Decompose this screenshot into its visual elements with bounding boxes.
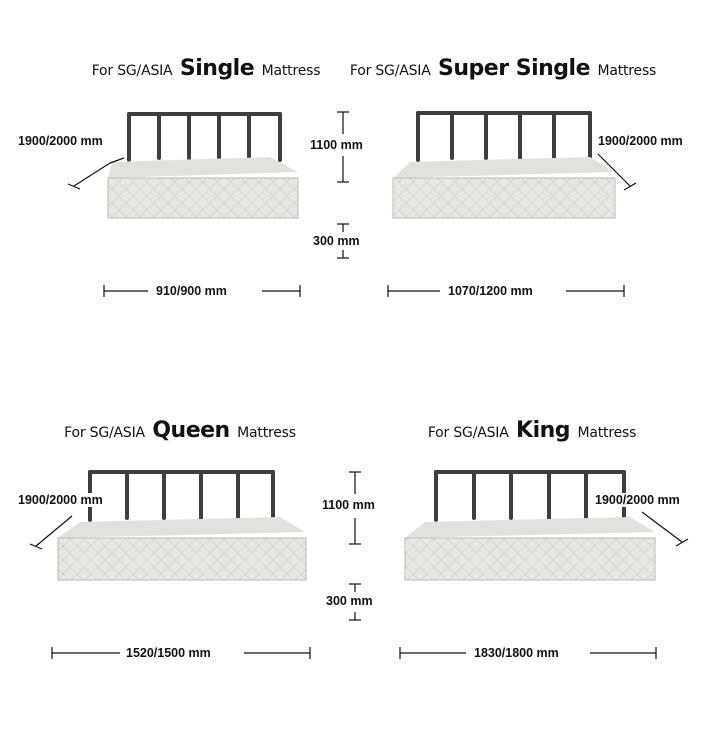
title-suffix: Mattress: [597, 63, 657, 79]
leg-label-bottom: 300 mm: [326, 594, 373, 608]
length-label-super-single: 1900/2000 mm: [598, 134, 683, 148]
title-size: Single: [179, 56, 255, 81]
title-prefix: For SG/ASIA: [427, 425, 509, 441]
width-label-single: 910/900 mm: [156, 284, 227, 298]
panel-title: [323, 56, 683, 81]
length-label-queen: 1900/2000 mm: [18, 493, 103, 507]
title-suffix: Mattress: [577, 425, 637, 441]
title-size: Super Single: [438, 56, 590, 81]
panel-queen: [0, 418, 360, 748]
height-label-top: 1100 mm: [310, 138, 363, 152]
title-suffix: Mattress: [237, 425, 296, 441]
title-prefix: For SG/ASIA: [349, 63, 431, 79]
title-prefix: For SG/ASIA: [64, 425, 145, 441]
title-suffix: Mattress: [261, 63, 321, 79]
panel-super-single: [323, 56, 683, 386]
width-label-super-single: 1070/1200 mm: [448, 284, 533, 298]
width-label-queen: 1520/1500 mm: [126, 646, 211, 660]
leg-label-top: 300 mm: [313, 234, 360, 248]
panel-title: [0, 418, 360, 443]
length-label-king: 1900/2000 mm: [595, 493, 680, 507]
height-label-bottom: 1100 mm: [322, 498, 375, 512]
title-size: King: [516, 418, 571, 443]
panel-king: [352, 418, 712, 748]
width-label-king: 1830/1800 mm: [474, 646, 559, 660]
length-label-single: 1900/2000 mm: [18, 134, 103, 148]
panel-title: [352, 418, 712, 443]
title-prefix: For SG/ASIA: [91, 63, 173, 79]
title-size: Queen: [152, 418, 230, 443]
